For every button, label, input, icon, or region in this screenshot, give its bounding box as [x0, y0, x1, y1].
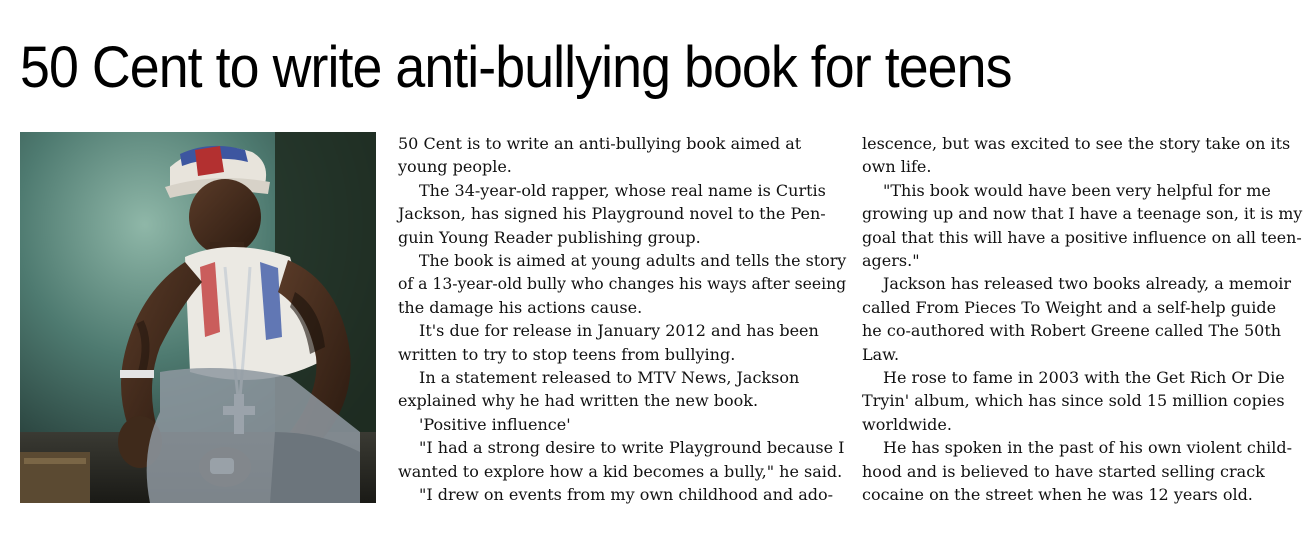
article-text-line: own life. — [862, 157, 932, 177]
article-column-1 — [398, 132, 846, 507]
article-text-line: He rose to fame in 2003 with the Get Rich Or Die — [883, 368, 1285, 388]
headline: 50 Cent to write anti-bullying book for teens — [20, 35, 1012, 100]
article-text-line: Tryin' album, which has since sold 15 million copies — [862, 391, 1285, 411]
article-column-2 — [862, 132, 1302, 507]
article-text-line: "I had a strong desire to write Playground because I — [419, 438, 845, 458]
article-text-line: young people. — [398, 157, 512, 177]
article-text-line: growing up and now that I have a teenage son, it is my — [862, 204, 1303, 224]
article-text-line: goal that this will have a positive influence on all teen- — [862, 227, 1302, 247]
article-text-line: Law. — [862, 344, 900, 364]
article-text-line: cocaine on the street when he was 12 years old. — [862, 485, 1253, 505]
article-text-line: wanted to explore how a kid becomes a bully," he said. — [398, 461, 843, 481]
article-text-line: he co-authored with Robert Greene called The 50th — [862, 321, 1282, 341]
article-text-line: 'Positive influence' — [419, 414, 571, 434]
article-text-line: called From Pieces To Weight and a self-help guide — [862, 297, 1277, 317]
article-text-line: 50 Cent is to write an anti-bullying book aimed at — [398, 134, 802, 153]
article-text-line: The 34-year-old rapper, whose real name is Curtis — [419, 180, 826, 200]
article-text-line: Jackson has released two books already, a memoir — [883, 274, 1292, 294]
article-text-line: hood and is believed to have started selling crack — [862, 461, 1265, 481]
article-text-line: "This book would have been very helpful for me — [883, 180, 1271, 200]
article-text-line: lescence, but was excited to see the story take on its — [862, 134, 1291, 153]
portrait-photo-icon — [20, 132, 376, 503]
article-text-line: He has spoken in the past of his own violent child- — [883, 438, 1293, 458]
article-text-line: The book is aimed at young adults and tells the story — [418, 251, 847, 271]
article-text-line: explained why he had written the new book. — [398, 391, 759, 411]
portrait-photo — [20, 132, 376, 503]
article-text-line: It's due for release in January 2012 and has been — [419, 321, 819, 341]
article-text-line: agers." — [862, 251, 920, 271]
article-text-line: of a 13-year-old bully who changes his ways after seeing — [398, 274, 847, 294]
article-text-line: written to try to stop teens from bullying. — [398, 344, 736, 364]
article-text-line: Jackson, has signed his Playground novel to the Pen- — [398, 204, 826, 224]
article-text-line: the damage his actions cause. — [398, 297, 643, 317]
article-text-line: worldwide. — [862, 414, 952, 434]
article-text-line: guin Young Reader publishing group. — [398, 227, 701, 247]
article-text-line: In a statement released to MTV News, Jackson — [419, 368, 800, 388]
article-text-line: "I drew on events from my own childhood and ado- — [419, 485, 834, 505]
